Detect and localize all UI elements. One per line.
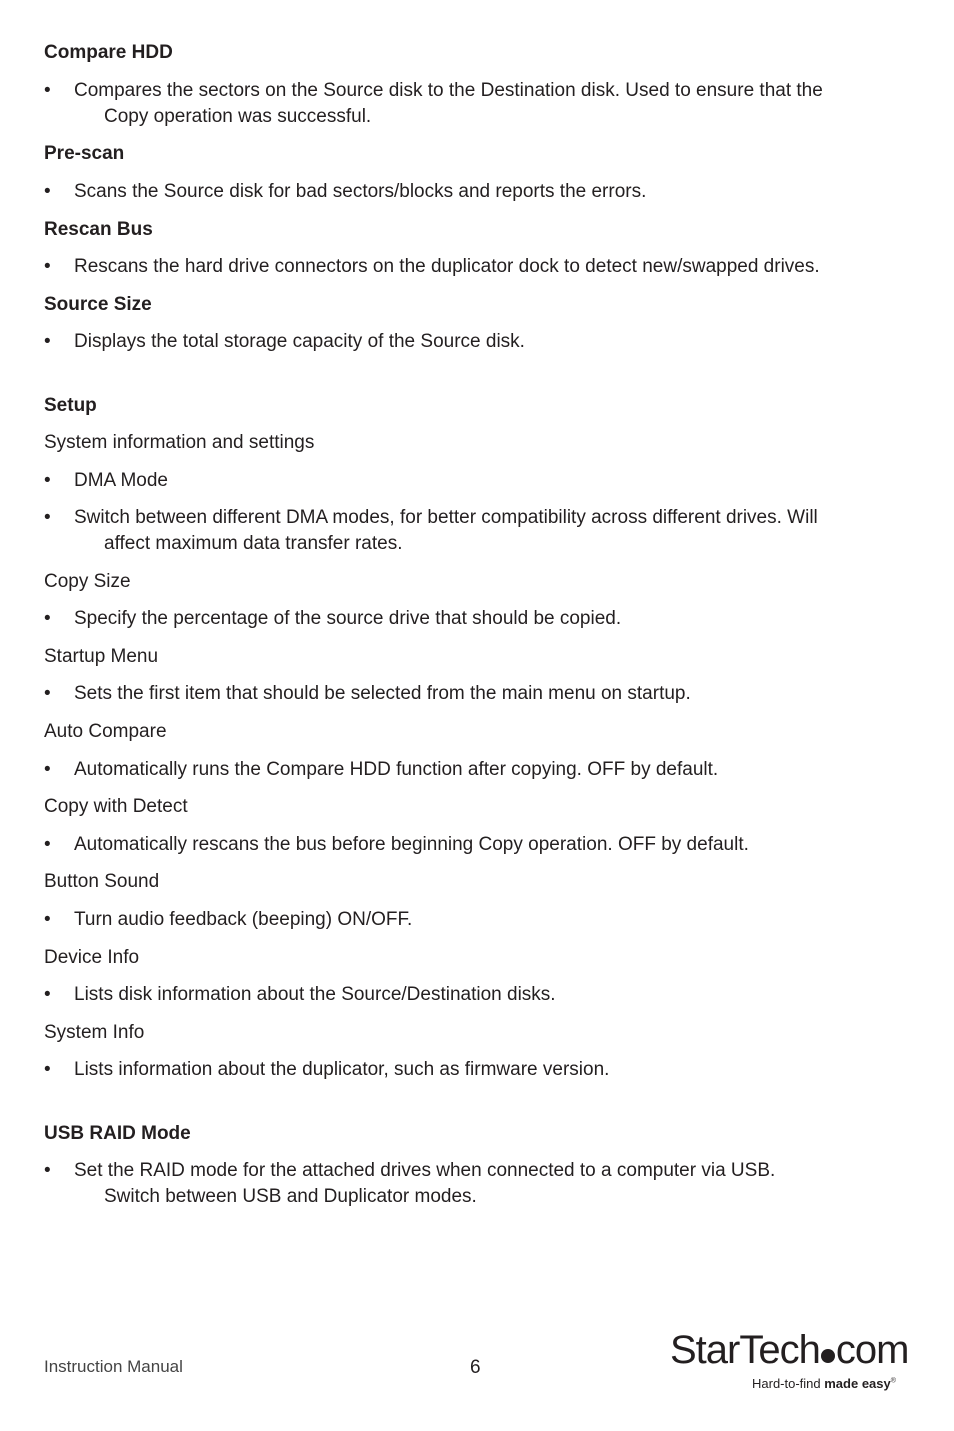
bullet-dot: • — [44, 256, 51, 277]
heading-rescan-bus: Rescan Bus — [44, 219, 153, 240]
bullet-text-cont: affect maximum data transfer rates. — [104, 533, 403, 554]
logo-tag-light: Hard-to-find — [752, 1376, 825, 1391]
bullet-text: Switch between different DMA modes, for better compatibility across different drives. Will — [74, 507, 818, 528]
setup-intro: System information and settings — [44, 432, 315, 453]
bullet-text: Set the RAID mode for the attached drives when connected to a computer via USB. — [74, 1160, 776, 1181]
heading-compare-hdd: Compare HDD — [44, 42, 173, 63]
setting-label-device-info: Device Info — [44, 947, 140, 968]
setting-label-copy-with-detect: Copy with Detect — [44, 796, 188, 817]
bullet-dot: • — [44, 1160, 51, 1181]
bullet-dot: • — [44, 507, 51, 528]
bullet-text: DMA Mode — [74, 470, 168, 491]
setting-label-system-info: System Info — [44, 1022, 145, 1043]
bullet-dot: • — [44, 1059, 51, 1080]
logo-tagline — [752, 1376, 896, 1391]
startech-logo — [670, 1328, 920, 1398]
bullet-text: Specify the percentage of the source drive that should be copied. — [74, 608, 622, 629]
setting-label-auto-compare: Auto Compare — [44, 721, 167, 742]
page-number: 6 — [470, 1357, 481, 1378]
heading-pre-scan: Pre-scan — [44, 143, 125, 164]
setting-label-button-sound: Button Sound — [44, 871, 160, 892]
bullet-dot: • — [44, 608, 51, 629]
bullet-text: Compares the sectors on the Source disk to the Destination disk. Used to ensure that the — [74, 80, 823, 101]
setting-label-copy-size: Copy Size — [44, 571, 131, 592]
bullet-text-cont: Switch between USB and Duplicator modes. — [104, 1186, 477, 1207]
bullet-text: Displays the total storage capacity of the Source disk. — [74, 331, 525, 352]
bullet-dot: • — [44, 759, 51, 780]
bullet-text: Sets the first item that should be selected from the main menu on startup. — [74, 683, 691, 704]
logo-dot-icon — [821, 1349, 835, 1363]
bullet-text: Rescans the hard drive connectors on the duplicator dock to detect new/swapped drives. — [74, 256, 820, 277]
bullet-dot: • — [44, 683, 51, 704]
bullet-dot: • — [44, 80, 51, 101]
heading-source-size: Source Size — [44, 294, 152, 315]
bullet-text: Automatically runs the Compare HDD function after copying. OFF by default. — [74, 759, 719, 780]
footer-manual-label: Instruction Manual — [44, 1357, 183, 1376]
logo-tag-bold: made easy — [824, 1376, 891, 1391]
heading-setup: Setup — [44, 395, 97, 416]
bullet-dot: • — [44, 181, 51, 202]
bullet-text: Lists disk information about the Source/Destination disks. — [74, 984, 556, 1005]
bullet-text: Automatically rescans the bus before beginning Copy operation. OFF by default. — [74, 834, 749, 855]
bullet-dot: • — [44, 909, 51, 930]
logo-registered-mark: ® — [890, 1377, 896, 1385]
bullet-text-cont: Copy operation was successful. — [104, 106, 372, 127]
bullet-dot: • — [44, 984, 51, 1005]
setting-label-startup-menu: Startup Menu — [44, 646, 159, 667]
logo-wordmark — [670, 1328, 920, 1373]
logo-part2: com — [835, 1328, 909, 1372]
logo-part1: StarTech — [670, 1328, 820, 1372]
heading-usb-raid-mode: USB RAID Mode — [44, 1123, 191, 1144]
bullet-dot: • — [44, 470, 51, 491]
bullet-text: Scans the Source disk for bad sectors/blocks and reports the errors. — [74, 181, 647, 202]
bullet-text: Turn audio feedback (beeping) ON/OFF. — [74, 909, 413, 930]
bullet-dot: • — [44, 331, 51, 352]
bullet-text: Lists information about the duplicator, such as firmware version. — [74, 1059, 610, 1080]
bullet-dot: • — [44, 834, 51, 855]
